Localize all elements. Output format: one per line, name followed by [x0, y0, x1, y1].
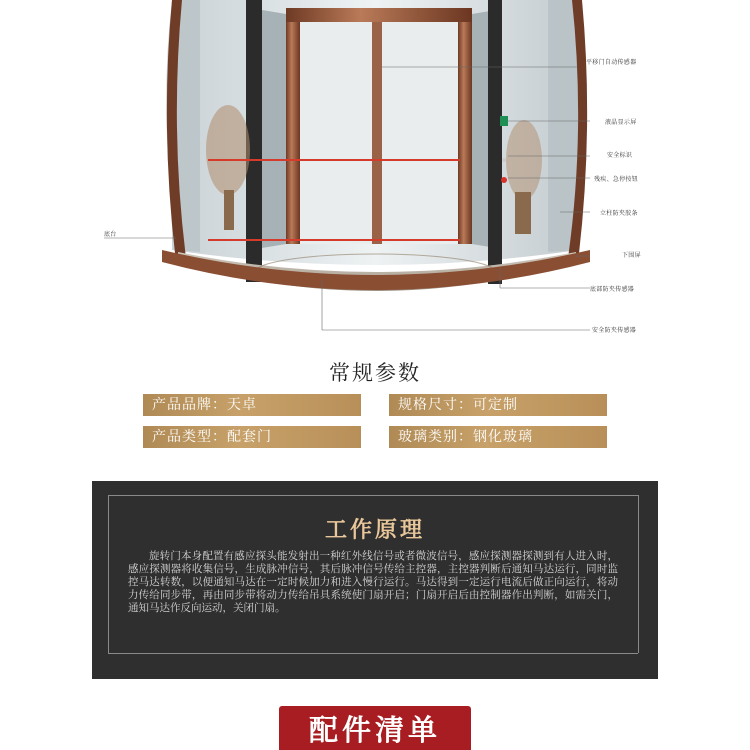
- left-plant: [206, 105, 250, 195]
- param-type: 产品类型：配套门: [143, 426, 361, 448]
- callout-lower-cover: 下围屏: [622, 252, 641, 259]
- callout-top-sensor: 平移门自动传感器: [586, 59, 637, 66]
- revolving-door-illustration: [0, 0, 750, 340]
- callout-stop-buttons: 残疾、急停按钮: [594, 176, 639, 183]
- center-frame-top: [286, 8, 472, 22]
- callout-safety-sign: 安全标识: [607, 152, 633, 159]
- door-drawing: [0, 0, 750, 340]
- lcd-display-graphic: [500, 116, 508, 126]
- frame-line-bottom: [108, 653, 638, 654]
- param-glass: 玻璃类别：钢化玻璃: [389, 426, 607, 448]
- parts-list-banner: [279, 706, 471, 750]
- param-size: 规格尺寸：可定制: [389, 394, 607, 416]
- frame-line-top: [108, 495, 638, 496]
- principle-title: 工作原理: [324, 518, 425, 543]
- right-plant: [506, 120, 542, 200]
- callout-base-platform: 底台: [104, 231, 117, 238]
- center-frame-right: [458, 8, 472, 244]
- left-wing: [262, 10, 286, 248]
- param-brand: 产品品牌：天卓: [143, 394, 361, 416]
- principle-body: 旋转门本身配置有感应探头能发射出一种红外线信号或者微波信号，感应探测器探测到有人进入时，感应探测器将收集信号，生成脉冲信号，其后脉冲信号传给主控器，主控器判断后通知马达运行，同时监控马达转数，以便通知马达在一定时候加力和进入慢行运行。马达得到一定运行电流后做正向运行，将动力传给同步带，再由同步带将动力传给吊具系统使门扇开启；门扇开启后由控制器作出判断，如需关门，通知马达作反向运动，关闭门扇。: [128, 550, 618, 614]
- callout-lcd-display: 液晶显示屏: [605, 119, 637, 126]
- safety-sign-graphic: [502, 158, 506, 162]
- right-vase: [515, 192, 531, 234]
- door-split: [372, 22, 382, 244]
- callout-pillar-sensor: 立柱防夹胶条: [600, 210, 638, 217]
- callout-safety-sensor-bottom: 安全防夹传感器: [592, 327, 637, 334]
- right-pillar: [488, 0, 502, 284]
- left-vase: [224, 190, 234, 230]
- center-frame-left: [286, 8, 300, 244]
- parts-list-title: 配件清单: [308, 712, 441, 747]
- params-title: 常规参数: [329, 361, 421, 385]
- callout-anti-collision-sensor: 底部防夹传感器: [590, 286, 635, 293]
- stop-button-graphic: [501, 177, 507, 183]
